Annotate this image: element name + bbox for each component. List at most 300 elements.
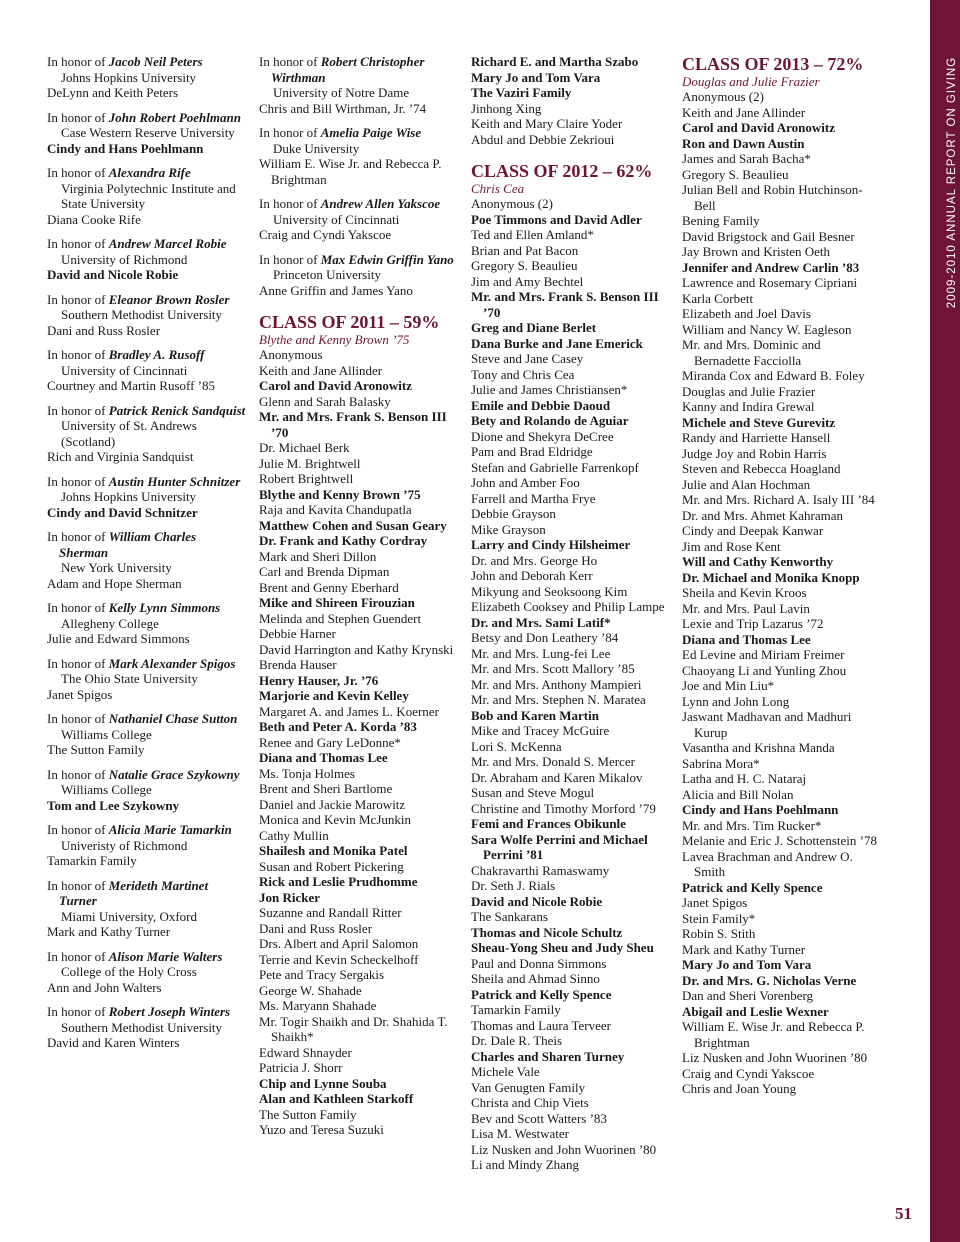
- donor-name: Keith and Jane Allinder: [682, 104, 806, 120]
- donor-name: Abdul and Debbie Zekrioui: [471, 131, 615, 147]
- donor-name: Glenn and Sarah Balasky: [259, 393, 391, 409]
- donor-name: Susan and Robert Pickering: [259, 858, 404, 874]
- class-header: [259, 312, 459, 347]
- donor-name: Douglas and Julie Frazier: [682, 383, 816, 399]
- honor-line: [47, 822, 247, 838]
- honor-prefix: In honor of: [47, 529, 109, 544]
- donor-name: Steve and Jane Casey: [471, 351, 584, 366]
- class-chair: Chris Cea: [471, 181, 525, 196]
- honor-prefix: In honor of: [47, 877, 109, 893]
- donor-name: Raja and Kavita Chandupatla: [259, 502, 412, 517]
- donor-name: Patrick and Kelly Spence: [682, 879, 823, 895]
- donor-name: Adam and Hope Sherman: [47, 575, 182, 591]
- donor-name: William E. Wise Jr. and Rebecca P. Brightman: [259, 156, 442, 187]
- column-4: [682, 54, 878, 1097]
- donor-name: Mark and Kathy Turner: [47, 924, 171, 939]
- donor-name: Michele Vale: [471, 1064, 540, 1079]
- donor-name: Lexie and Trip Lazarus ’72: [682, 616, 824, 631]
- donor-name: Betsy and Don Leathery ’84: [471, 630, 619, 645]
- donor-name: Blythe and Kenny Brown ’75: [259, 486, 421, 502]
- column-3: [471, 54, 669, 1173]
- donor-name: Dr. and Mrs. Ahmet Kahraman: [682, 507, 844, 523]
- donor-name: Julie M. Brightwell: [259, 455, 361, 471]
- donor-name: Dr. and Mrs. G. Nicholas Verne: [682, 972, 857, 988]
- honor-line: [47, 54, 247, 70]
- honor-list: [47, 54, 247, 1051]
- donor-name: Mr. and Mrs. Stephen N. Maratea: [471, 692, 646, 707]
- honoree-school: Johns Hopkins University: [61, 489, 197, 504]
- donor-name: David and Nicole Robie: [47, 267, 179, 282]
- class-title: CLASS OF 2012 – 62%: [471, 161, 653, 181]
- honoree-school: University of Richmond: [61, 251, 188, 267]
- honor-entry: [47, 711, 247, 758]
- honoree-name: Bradley A. Rusoff: [108, 347, 205, 362]
- donor-name: The Sutton Family: [47, 742, 145, 757]
- honor-line: [47, 600, 247, 616]
- donor-name: Dr. Dale R. Theis: [471, 1033, 563, 1048]
- honor-prefix: In honor of: [259, 251, 321, 267]
- donor-name: Sheila and Ahmad Sinno: [471, 971, 600, 986]
- donor-name: Mr. and Mrs. Tim Rucker*: [682, 817, 822, 833]
- donor-name: Yuzo and Teresa Suzuki: [259, 1122, 384, 1137]
- column-2: [259, 54, 459, 1138]
- donor-name: Courtney and Martin Rusoff ’85: [47, 378, 216, 393]
- donor-name: Thomas and Laura Terveer: [471, 1017, 611, 1033]
- donor-list: [259, 347, 459, 1138]
- donor-name: Anne Griffin and James Yano: [259, 282, 413, 298]
- donor-name: Rick and Leslie Prudhomme: [259, 874, 418, 889]
- donor-name: Dr. and Mrs. George Ho: [471, 552, 598, 568]
- donor-list: [471, 196, 669, 1173]
- honor-entry: [47, 292, 247, 339]
- donor-name: Brenda Hauser: [259, 657, 337, 672]
- honor-line: [47, 403, 247, 419]
- honor-line: [47, 110, 247, 126]
- honor-prefix: In honor of: [259, 125, 321, 140]
- sidebar-title: 2009-2010 ANNUAL REPORT ON GIVING: [946, 56, 958, 309]
- column-1: [47, 54, 247, 1060]
- donor-name: Kanny and Indira Grewal: [682, 399, 815, 414]
- honoree-school: The Ohio State University: [61, 671, 198, 686]
- donor-name: Liz Nusken and John Wuorinen ’80: [682, 1050, 868, 1065]
- honoree-school: Allegheny College: [61, 615, 159, 631]
- donor-name: Mark and Kathy Turner: [682, 941, 806, 957]
- donor-name: Christa and Chip Viets: [471, 1095, 589, 1110]
- donor-name: Jennifer and Andrew Carlin ’83: [682, 259, 860, 275]
- honoree-name: Jacob Neil Peters: [108, 54, 203, 69]
- donor-name: Anonymous (2): [682, 89, 764, 104]
- honoree-name: Robert Christopher Wirthman: [271, 54, 425, 85]
- honoree-name: William Charles Sherman: [59, 529, 197, 560]
- donor-name: Craig and Cyndi Yakscoe: [259, 227, 392, 242]
- donor-name: Julie and James Christiansen*: [471, 382, 628, 397]
- honoree-school: Case Western Reserve University: [61, 125, 235, 140]
- honoree-school: Virginia Polytechnic Institute and State University: [61, 180, 236, 211]
- donor-name: Lisa M. Westwater: [471, 1126, 569, 1141]
- honor-entry: [47, 600, 247, 647]
- donor-name: Lavea Brachman and Andrew O. Smith: [682, 848, 853, 879]
- donor-name: Elizabeth and Joel Davis: [682, 306, 811, 321]
- honoree-school: University of Cincinnati: [273, 211, 400, 227]
- honoree-name: Eleanor Brown Rosler: [108, 291, 230, 307]
- donor-name: Ann and John Walters: [47, 979, 162, 995]
- donor-name: Abigail and Leslie Wexner: [682, 1003, 829, 1019]
- donor-name: Ted and Ellen Amland*: [471, 227, 594, 242]
- donor-name: Dan and Sheri Vorenberg: [682, 988, 814, 1003]
- donor-name: Dione and Shekyra DeCree: [471, 428, 614, 444]
- honor-entry: [259, 196, 459, 243]
- donor-name: Sara Wolfe Perrini and Michael Perrini ’81: [471, 831, 648, 862]
- honor-line: [47, 474, 247, 490]
- donor-name: Chip and Lynne Souba: [259, 1075, 387, 1091]
- honor-line: [259, 125, 459, 141]
- donor-name: Dr. Michael Berk: [259, 440, 350, 455]
- donor-name: Chris and Bill Wirthman, Jr. ’74: [259, 100, 427, 116]
- honoree-school: Miami University, Oxford: [61, 908, 197, 924]
- donor-name: Rich and Virginia Sandquist: [47, 449, 194, 464]
- donor-name: David and Karen Winters: [47, 1035, 180, 1050]
- donor-name: Poe Timmons and David Adler: [471, 211, 642, 227]
- honor-entry: [47, 54, 247, 101]
- honor-prefix: In honor of: [47, 291, 109, 307]
- donor-name: Jon Ricker: [259, 889, 321, 905]
- honoree-school: Williams College: [61, 726, 152, 742]
- donor-name: Brian and Pat Bacon: [471, 242, 579, 258]
- honor-line: [47, 878, 247, 909]
- donor-name: Mr. and Mrs. Scott Mallory ’85: [471, 661, 635, 676]
- class-title: CLASS OF 2011 – 59%: [259, 312, 440, 332]
- honor-prefix: In honor of: [47, 766, 109, 782]
- donor-name: Brent and Sheri Bartlome: [259, 781, 393, 796]
- class-chair: Douglas and Julie Frazier: [682, 74, 820, 89]
- donor-name: DeLynn and Keith Peters: [47, 85, 179, 100]
- honor-prefix: In honor of: [47, 347, 109, 362]
- honor-prefix: In honor of: [47, 165, 109, 180]
- donor-name: Bob and Karen Martin: [471, 707, 599, 723]
- donor-name: Terrie and Kevin Scheckelhoff: [259, 951, 419, 967]
- donor-name: Christine and Timothy Morford ’79: [471, 800, 656, 816]
- donor-name: Mikyung and Seoksoong Kim: [471, 583, 628, 599]
- honor-entry: [47, 767, 247, 814]
- donor-name: Dr. Frank and Kathy Cordray: [259, 533, 428, 548]
- donor-name: Mr. and Mrs. Frank S. Benson III ’70: [259, 409, 447, 440]
- donor-name: Will and Cathy Kenworthy: [682, 554, 834, 569]
- honor-prefix: In honor of: [47, 236, 109, 251]
- donor-name: The Vaziri Family: [471, 85, 572, 100]
- donor-name: The Sutton Family: [259, 1106, 357, 1122]
- donor-name: Mr. and Mrs. Dominic and Bernadette Facciolla: [682, 337, 821, 368]
- donor-name: Dr. and Mrs. Sami Latif*: [471, 614, 611, 630]
- donor-name: Dana Burke and Jane Emerick: [471, 335, 643, 351]
- donor-name: Julie and Alan Hochman: [682, 476, 811, 492]
- donor-list: [682, 89, 878, 1097]
- honoree-name: Kelly Lynn Simmons: [108, 600, 221, 615]
- donor-name: Diana Cooke Rife: [47, 211, 141, 227]
- honor-prefix: In honor of: [259, 54, 321, 69]
- honoree-school: New York University: [61, 560, 172, 575]
- honor-line: [259, 252, 459, 268]
- donor-name: Sheila and Kevin Kroos: [682, 585, 807, 600]
- honoree-school: Duke University: [273, 140, 360, 156]
- donor-name: Jim and Rose Kent: [682, 538, 781, 554]
- honor-entry: [47, 878, 247, 940]
- donor-name: Mike and Tracey McGuire: [471, 723, 610, 738]
- honor-line: [47, 529, 247, 560]
- donor-name: Randy and Harriette Hansell: [682, 430, 831, 445]
- honor-prefix: In honor of: [47, 600, 109, 615]
- donor-name: Femi and Frances Obikunle: [471, 816, 626, 831]
- donor-name: James and Sarah Bacha*: [682, 151, 811, 166]
- donor-name: Bev and Scott Watters ’83: [471, 1110, 607, 1126]
- honoree-name: Robert Joseph Winters: [108, 1004, 231, 1019]
- honoree-name: Alison Marie Walters: [108, 948, 223, 964]
- honor-list: [259, 54, 459, 298]
- honor-line: [47, 949, 247, 965]
- honor-line: [47, 165, 247, 181]
- honoree-name: Max Edwin Griffin Yano: [320, 251, 454, 267]
- donor-name: Alicia and Bill Nolan: [682, 786, 794, 802]
- honor-entry: [47, 949, 247, 996]
- donor-name: Mr. and Mrs. Frank S. Benson III ’70: [471, 289, 659, 320]
- honor-prefix: In honor of: [47, 473, 109, 489]
- honoree-school: College of the Holy Cross: [61, 964, 197, 979]
- donor-name: Edward Shnayder: [259, 1044, 352, 1060]
- donor-name: Patricia J. Shorr: [259, 1060, 343, 1075]
- honor-prefix: In honor of: [47, 1004, 109, 1019]
- donor-name: Stein Family*: [682, 910, 756, 926]
- donor-name: Mark and Sheri Dillon: [259, 548, 377, 564]
- donor-name: Miranda Cox and Edward B. Foley: [682, 368, 865, 383]
- honor-entry: [47, 656, 247, 703]
- honor-entry: [259, 252, 459, 299]
- donor-name: Cindy and Deepak Kanwar: [682, 523, 824, 538]
- donor-name: Cindy and Hans Poehlmann: [47, 140, 204, 156]
- honor-line: [47, 711, 247, 727]
- donor-name: Jay Brown and Kristen Oeth: [682, 244, 831, 259]
- donor-name: Bety and Rolando de Aguiar: [471, 413, 629, 428]
- class-header: [471, 161, 669, 196]
- donor-name: Lawrence and Rosemary Cipriani: [682, 275, 858, 290]
- donor-name: Pete and Tracy Sergakis: [259, 967, 385, 982]
- donor-name: Monica and Kevin McJunkin: [259, 812, 412, 827]
- donor-name: Robin S. Stith: [682, 926, 756, 941]
- honoree-school: Southern Methodist University: [61, 307, 223, 322]
- donor-name: Li and Mindy Zhang: [471, 1157, 579, 1172]
- donor-name: Ms. Tonja Holmes: [259, 765, 355, 781]
- donor-name: Ron and Dawn Austin: [682, 135, 805, 151]
- donor-name: Lynn and John Long: [682, 693, 790, 709]
- donor-name: Mr. Togir Shaikh and Dr. Shahida T. Shaikh*: [259, 1013, 448, 1044]
- donor-name: Tom and Lee Szykowny: [47, 797, 180, 813]
- donor-name: Anonymous: [259, 347, 323, 362]
- donor-name: Henry Hauser, Jr. ’76: [259, 672, 379, 688]
- honor-entry: [47, 236, 247, 283]
- donor-name: David Harrington and Kathy Krynski: [259, 641, 454, 657]
- donor-name: Melanie and Eric J. Schottenstein ’78: [682, 833, 877, 848]
- donor-name: Ed Levine and Miriam Freimer: [682, 647, 845, 662]
- donor-name: Lori S. McKenna: [471, 738, 562, 754]
- honor-entry: [47, 110, 247, 157]
- honor-line: [47, 656, 247, 672]
- donor-name: Mary Jo and Tom Vara: [682, 957, 812, 972]
- donor-name: Drs. Albert and April Salomon: [259, 936, 419, 951]
- donor-name: Tamarkin Family: [47, 853, 137, 868]
- donor-name: David and Nicole Robie: [471, 893, 603, 909]
- honor-line: [47, 292, 247, 308]
- donor-name: Karla Corbett: [682, 290, 754, 306]
- donor-name: Jaswant Madhavan and Madhuri Kurup: [682, 709, 852, 740]
- honoree-name: Natalie Grace Szykowny: [108, 766, 240, 782]
- donor-name: William E. Wise Jr. and Rebecca P. Brightman: [682, 1019, 865, 1050]
- donor-name: Diana and Thomas Lee: [259, 750, 388, 765]
- donor-name: Pam and Brad Eldridge: [471, 444, 593, 459]
- donor-name: Sabrina Mora*: [682, 755, 760, 771]
- donor-name: Thomas and Nicole Schultz: [471, 924, 623, 940]
- honor-line: [47, 767, 247, 783]
- honoree-school: University of Cincinnati: [61, 362, 188, 378]
- donor-name: Alan and Kathleen Starkoff: [259, 1091, 414, 1106]
- honor-entry: [47, 529, 247, 591]
- donor-name: Michele and Steve Gurevitz: [682, 414, 836, 430]
- donor-name: Van Genugten Family: [471, 1079, 586, 1095]
- donor-name: Sheau-Yong Sheu and Judy Sheu: [471, 940, 654, 955]
- donor-name: Carol and David Aronowitz: [259, 378, 413, 393]
- honor-entry: [47, 347, 247, 394]
- donor-name: Janet Spigos: [47, 686, 113, 702]
- donor-name: Keith and Jane Allinder: [259, 362, 383, 378]
- honoree-name: Alexandra Rife: [108, 165, 191, 180]
- honoree-school: Southern Methodist University: [61, 1019, 223, 1035]
- donor-name: Mr. and Mrs. Anthony Mampieri: [471, 676, 642, 692]
- honoree-name: Andrew Marcel Robie: [108, 236, 227, 251]
- honor-line: [259, 196, 459, 212]
- donor-name: Carol and David Aronowitz: [682, 120, 836, 135]
- donor-name: Dr. Seth J. Rials: [471, 878, 556, 893]
- donor-name: Janet Spigos: [682, 895, 748, 910]
- donor-name: Patrick and Kelly Spence: [471, 986, 612, 1002]
- honoree-school: Williams College: [61, 782, 152, 797]
- honor-line: [47, 236, 247, 252]
- honor-line: [259, 54, 459, 85]
- honoree-name: John Robert Poehlmann: [108, 109, 241, 125]
- donor-name: Dani and Russ Rosler: [47, 322, 161, 338]
- donor-name: Larry and Cindy Hilsheimer: [471, 537, 631, 552]
- donor-name: Craig and Cyndi Yakscoe: [682, 1065, 815, 1081]
- donor-name: Julie and Edward Simmons: [47, 631, 190, 646]
- donor-name: Joe and Min Liu*: [682, 678, 775, 693]
- donor-name: Chaoyang Li and Yunling Zhou: [682, 662, 847, 678]
- honoree-school: Princeton University: [273, 267, 381, 282]
- donor-name: Brent and Genny Eberhard: [259, 579, 399, 595]
- honoree-name: Alicia Marie Tamarkin: [108, 822, 232, 837]
- donor-name: Debbie Grayson: [471, 506, 556, 521]
- donor-name: Julian Bell and Robin Hutchinson-Bell: [682, 182, 863, 213]
- donor-name: Steven and Rebecca Hoagland: [682, 461, 841, 476]
- donor-name: Tamarkin Family: [471, 1002, 561, 1017]
- honor-line: [47, 347, 247, 363]
- honoree-name: Austin Hunter Schnitzer: [108, 473, 241, 489]
- donor-name: John and Amber Foo: [471, 475, 580, 490]
- donor-name: Gregory S. Beaulieu: [682, 166, 789, 182]
- honor-entry: [47, 403, 247, 465]
- donor-name: Robert Brightwell: [259, 471, 354, 486]
- donor-name: Susan and Steve Mogul: [471, 785, 595, 800]
- donor-name: Elizabeth Cooksey and Philip Lampe: [471, 599, 665, 614]
- donor-name: Latha and H. C. Nataraj: [682, 771, 807, 786]
- donor-name: Chris and Joan Young: [682, 1081, 797, 1096]
- donor-name: Melinda and Stephen Guendert: [259, 610, 422, 626]
- donor-name: Beth and Peter A. Korda ’83: [259, 719, 417, 734]
- honor-prefix: In honor of: [47, 711, 109, 726]
- donor-name: Gregory S. Beaulieu: [471, 258, 578, 273]
- class-chair: Blythe and Kenny Brown ’75: [259, 332, 410, 347]
- honoree-name: Patrick Renick Sandquist: [108, 402, 246, 418]
- donor-name: Emile and Debbie Daoud: [471, 397, 611, 413]
- donor-name: William and Nancy W. Eagleson: [682, 321, 852, 337]
- donor-name: Cindy and David Schnitzer: [47, 504, 198, 520]
- donor-name: Mr. and Mrs. Paul Lavin: [682, 600, 810, 616]
- honor-prefix: In honor of: [47, 822, 109, 837]
- sidebar-band: [930, 0, 960, 1242]
- donor-name: Bening Family: [682, 213, 760, 228]
- honoree-name: Amelia Paige Wise: [320, 125, 422, 140]
- donor-list: [471, 54, 669, 147]
- donor-name: Dr. Abraham and Karen Mikalov: [471, 769, 643, 785]
- donor-name: Richard E. and Martha Szabo: [471, 54, 639, 69]
- donor-name: Dr. Michael and Monika Knopp: [682, 569, 860, 585]
- class-header: [682, 54, 878, 89]
- honor-prefix: In honor of: [259, 196, 321, 211]
- honoree-name: Merideth Martinet Turner: [59, 877, 209, 908]
- honoree-school: Univeristy of Richmond: [61, 837, 188, 853]
- donor-name: Daniel and Jackie Marowitz: [259, 796, 406, 812]
- donor-name: Stefan and Gabrielle Farrenkopf: [471, 459, 639, 475]
- honor-entry: [259, 54, 459, 116]
- donor-name: Carl and Brenda Dipman: [259, 564, 390, 579]
- donor-name: Marjorie and Kevin Kelley: [259, 688, 409, 703]
- donor-name: The Sankarans: [471, 909, 548, 924]
- honor-prefix: In honor of: [47, 948, 109, 964]
- honoree-name: Nathaniel Chase Sutton: [108, 711, 238, 726]
- honor-prefix: In honor of: [47, 54, 109, 69]
- donor-name: David Brigstock and Gail Besner: [682, 228, 855, 244]
- donor-name: Tony and Chris Cea: [471, 366, 575, 382]
- donor-name: Matthew Cohen and Susan Geary: [259, 517, 447, 533]
- donor-name: Dani and Russ Rosler: [259, 920, 373, 936]
- donor-name: Liz Nusken and John Wuorinen ’80: [471, 1141, 657, 1157]
- donor-name: John and Deborah Kerr: [471, 568, 593, 583]
- honoree-school: University of Notre Dame: [273, 85, 410, 100]
- donor-name: Greg and Diane Berlet: [471, 320, 597, 335]
- donor-name: Shailesh and Monika Patel: [259, 843, 408, 858]
- donor-name: Chakravarthi Ramaswamy: [471, 862, 610, 878]
- class-title: CLASS OF 2013 – 72%: [682, 54, 864, 74]
- donor-name: Ms. Maryann Shahade: [259, 998, 377, 1013]
- donor-name: Charles and Sharen Turney: [471, 1048, 625, 1064]
- donor-name: Mr. and Mrs. Donald S. Mercer: [471, 754, 635, 769]
- donor-name: Mike Grayson: [471, 521, 546, 537]
- donor-name: Cathy Mullin: [259, 827, 329, 843]
- donor-name: Mike and Shireen Firouzian: [259, 595, 415, 610]
- honor-entry: [47, 1004, 247, 1051]
- honor-entry: [47, 165, 247, 227]
- donor-name: Mary Jo and Tom Vara: [471, 69, 601, 85]
- honor-line: [47, 1004, 247, 1020]
- honoree-name: Mark Alexander Spigos: [108, 655, 236, 671]
- honor-prefix: In honor of: [47, 402, 109, 418]
- donor-name: Diana and Thomas Lee: [682, 631, 811, 647]
- donor-name: Mr. and Mrs. Lung-fei Lee: [471, 645, 611, 661]
